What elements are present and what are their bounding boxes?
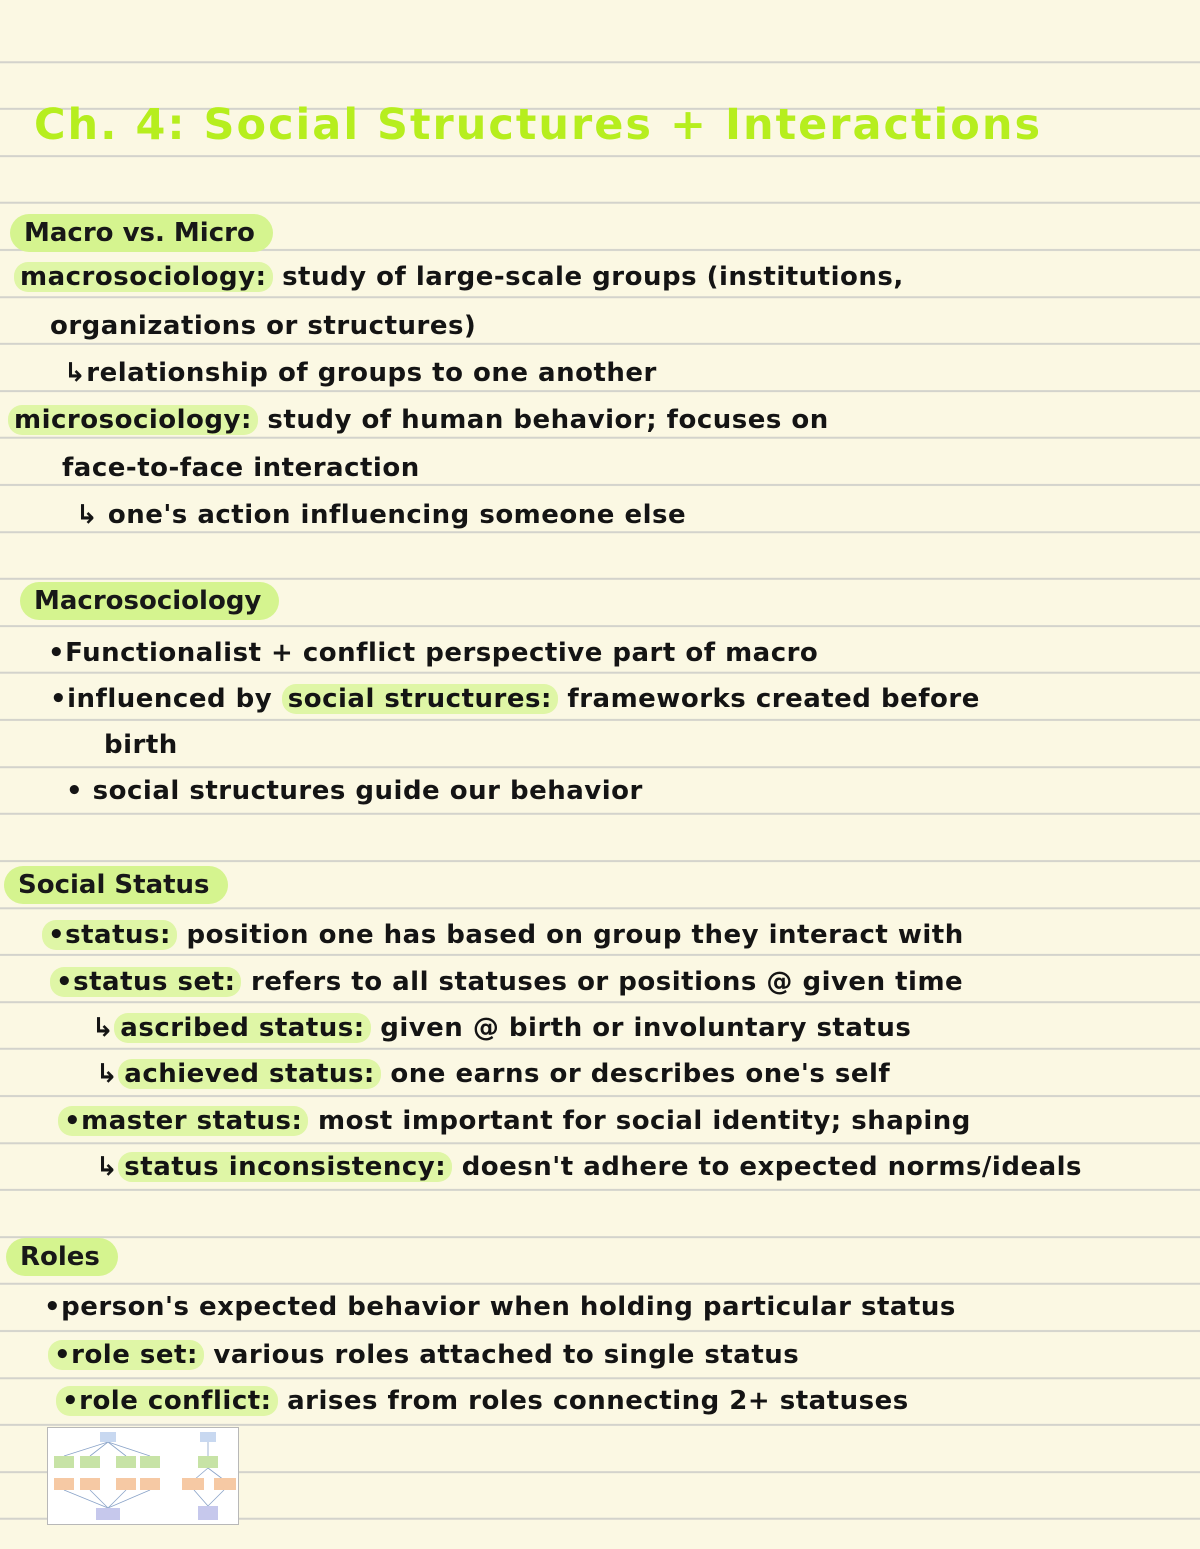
term-master-status: •master status: — [58, 1106, 308, 1136]
diagram-node — [198, 1506, 218, 1520]
status-set-line — [50, 967, 963, 997]
macro-subpoint: ↳relationship of groups to one another — [64, 358, 657, 388]
diagram-node — [214, 1478, 236, 1490]
ascribed-status-definition: given @ birth or involuntary status — [380, 1013, 912, 1043]
micro-definition: study of human behavior; focuses on — [267, 405, 829, 435]
role-conflict-line — [56, 1386, 909, 1416]
diagram-thumbnail[interactable] — [47, 1427, 239, 1525]
term-role-conflict: •role conflict: — [56, 1386, 278, 1416]
diagram-node — [96, 1508, 120, 1520]
arrow-icon: ↳ — [96, 1152, 119, 1182]
heading-roles: Roles — [6, 1238, 118, 1276]
diagram-node — [140, 1478, 160, 1490]
roles-bullet-1: •person's expected behavior when holding particular status — [44, 1292, 956, 1322]
term-status-inconsistency: status inconsistency: — [118, 1152, 452, 1182]
macro-definition: study of large-scale groups (institutions, — [282, 262, 904, 292]
status-set-definition: refers to all statuses or positions @ given time — [251, 967, 964, 997]
heading-social-status: Social Status — [4, 866, 228, 904]
macro-definition-line — [14, 262, 904, 292]
heading-macro-vs-micro: Macro vs. Micro — [10, 214, 273, 252]
term-role-set: •role set: — [48, 1340, 204, 1370]
status-line — [42, 920, 964, 950]
macro-bullet-1: •Functionalist + conflict perspective part of macro — [48, 638, 819, 668]
status-inconsistency-definition: doesn't adhere to expected norms/ideals — [461, 1152, 1083, 1182]
role-set-line — [48, 1340, 799, 1370]
diagram-node — [198, 1456, 218, 1468]
macro-bullet-2 — [50, 684, 980, 714]
role-conflict-definition: arises from roles connecting 2+ statuses — [287, 1386, 909, 1416]
diagram-node — [54, 1478, 74, 1490]
heading-macrosociology: Macrosociology — [20, 582, 279, 620]
diagram-node — [140, 1456, 160, 1468]
macro-definition-cont: organizations or structures) — [50, 311, 477, 341]
macro-bullet-2-pre: •influenced by — [50, 684, 273, 714]
master-status-definition: most important for social identity; shaping — [318, 1106, 971, 1136]
diagram-node — [116, 1456, 136, 1468]
term-ascribed-status: ascribed status: — [114, 1013, 370, 1043]
diagram-node — [116, 1478, 136, 1490]
status-definition: position one has based on group they interact with — [186, 920, 964, 950]
ascribed-status-line — [92, 1013, 911, 1043]
diagram-node — [80, 1456, 100, 1468]
micro-definition-line — [8, 405, 829, 435]
achieved-status-line — [96, 1059, 890, 1089]
arrow-icon: ↳ — [92, 1013, 115, 1043]
diagram-node — [100, 1432, 116, 1442]
macro-bullet-2-cont: birth — [104, 730, 178, 760]
term-achieved-status: achieved status: — [118, 1059, 381, 1089]
term-social-structures: social structures: — [282, 684, 558, 714]
master-status-line — [58, 1106, 971, 1136]
role-set-definition: various roles attached to single status — [213, 1340, 800, 1370]
achieved-status-definition: one earns or describes one's self — [390, 1059, 891, 1089]
status-inconsistency-line — [96, 1152, 1082, 1182]
diagram-image — [48, 1428, 238, 1524]
term-status: •status: — [42, 920, 177, 950]
micro-definition-cont: face-to-face interaction — [62, 453, 420, 483]
diagram-node — [80, 1478, 100, 1490]
term-microsociology: microsociology: — [8, 405, 258, 435]
diagram-node — [54, 1456, 74, 1468]
page-title: Ch. 4: Social Structures + Interactions — [34, 100, 1043, 150]
term-status-set: •status set: — [50, 967, 241, 997]
diagram-node — [182, 1478, 204, 1490]
micro-subpoint: ↳ one's action influencing someone else — [76, 500, 687, 530]
diagram-node — [200, 1432, 216, 1442]
macro-bullet-3: • social structures guide our behavior — [66, 776, 643, 806]
term-macrosociology: macrosociology: — [14, 262, 273, 292]
arrow-icon: ↳ — [96, 1059, 119, 1089]
social-structures-definition: frameworks created before — [567, 684, 980, 714]
